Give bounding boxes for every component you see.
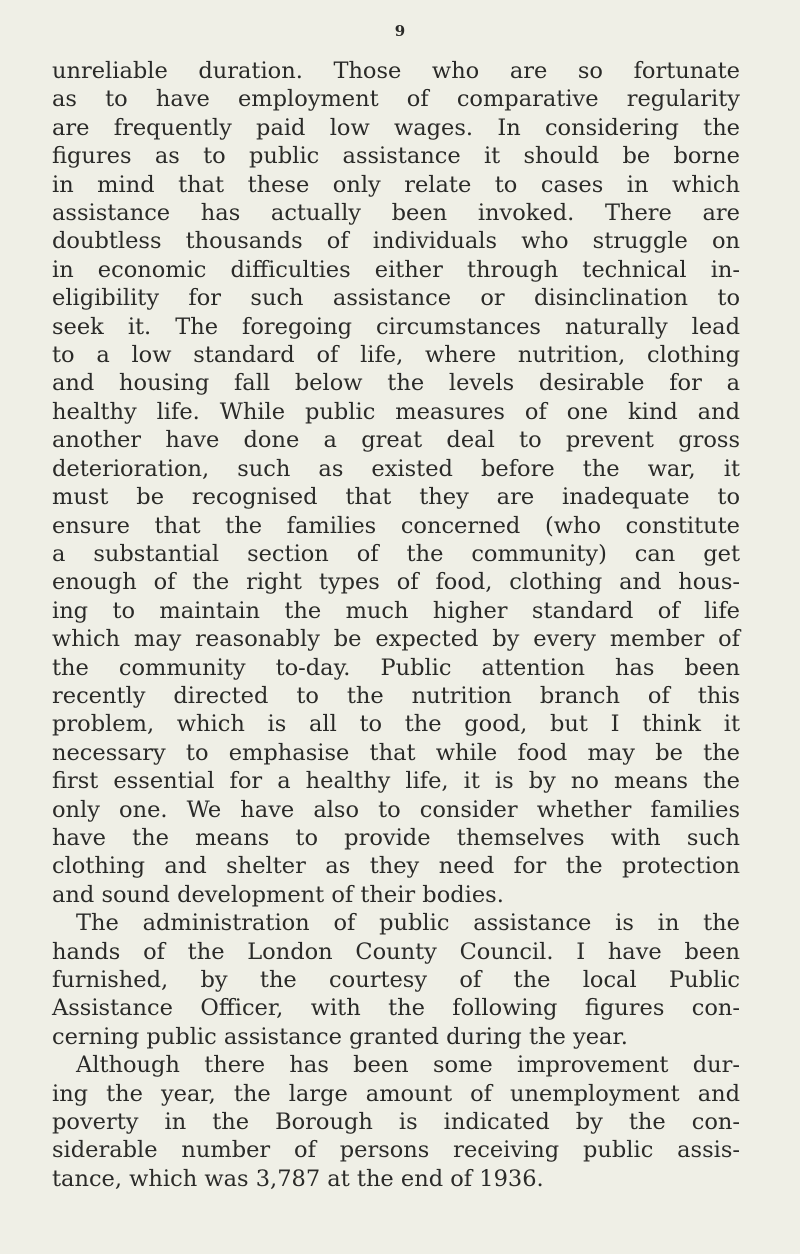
page-number: 9 — [394, 22, 406, 40]
text-line: ing the year, the large amount of unemployment and — [52, 1080, 740, 1107]
text-line: have the means to provide themselves with such — [52, 824, 740, 851]
text-line: furnished, by the courtesy of the local Public — [52, 967, 740, 993]
text-line: ensure that the families concerned (who constitute — [52, 512, 740, 539]
text-line: recently directed to the nutrition branch of this — [52, 682, 740, 709]
text-line: to a low standard of life, where nutrition, clothing — [52, 342, 740, 369]
text-line: tance, which was 3,787 at the end of 1936. — [52, 1165, 544, 1192]
text-line: doubtless thousands of individuals who struggle on — [52, 228, 740, 255]
body-text — [52, 57, 740, 1193]
text-line: and housing fall below the levels desirable for a — [52, 370, 740, 397]
text-line: unreliable duration. Those who are so fortunate — [52, 58, 740, 84]
text-line: the community to-day. Public attention has been — [52, 654, 740, 681]
text-line: only one. We have also to consider whether families — [52, 796, 740, 823]
text-line: first essential for a healthy life, it is by no means the — [52, 768, 740, 795]
paragraph-2 — [52, 909, 740, 1051]
text-line: The administration of public assistance is in the — [76, 910, 740, 937]
text-line: problem, which is all to the good, but I think it — [52, 711, 740, 738]
text-line: enough of the right types of food, clothing and hous- — [52, 569, 740, 596]
text-line: necessary to emphasise that while food may be the — [52, 739, 740, 766]
text-line: figures as to public assistance it should be borne — [52, 143, 740, 170]
text-line: assistance has actually been invoked. There are — [52, 200, 740, 227]
text-line: and sound development of their bodies. — [52, 881, 504, 908]
text-line: siderable number of persons receiving public assis- — [52, 1137, 740, 1164]
text-line: as to have employment of comparative regularity — [52, 86, 740, 113]
text-line: deterioration, such as existed before the war, it — [52, 455, 740, 482]
text-line: must be recognised that they are inadequate to — [52, 484, 740, 511]
text-line: cerning public assistance granted during the year. — [52, 1023, 628, 1050]
text-line: a substantial section of the community) can get — [52, 540, 740, 567]
paragraph-3 — [52, 1051, 740, 1193]
text-line: clothing and shelter as they need for the protection — [52, 853, 740, 880]
text-line: in mind that these only relate to cases in which — [52, 171, 740, 198]
text-line: are frequently paid low wages. In considering the — [52, 114, 740, 141]
text-line: Assistance Officer, with the following figures con- — [52, 995, 740, 1022]
text-line: eligibility for such assistance or disinclination to — [52, 285, 740, 312]
text-line: ing to maintain the much higher standard of life — [52, 597, 740, 624]
text-line: poverty in the Borough is indicated by the con- — [52, 1109, 740, 1136]
text-line: another have done a great deal to prevent gross — [52, 427, 740, 454]
text-line: Although there has been some improvement dur- — [76, 1052, 740, 1079]
text-line: hands of the London County Council. I have been — [52, 938, 740, 965]
text-line: which may reasonably be expected by every member of — [52, 626, 740, 653]
text-line: seek it. The foregoing circumstances naturally lead — [52, 313, 740, 340]
text-line: in economic difficulties either through technical in- — [52, 256, 740, 283]
text-line: healthy life. While public measures of one kind and — [52, 398, 740, 425]
paragraph-1 — [52, 57, 740, 909]
